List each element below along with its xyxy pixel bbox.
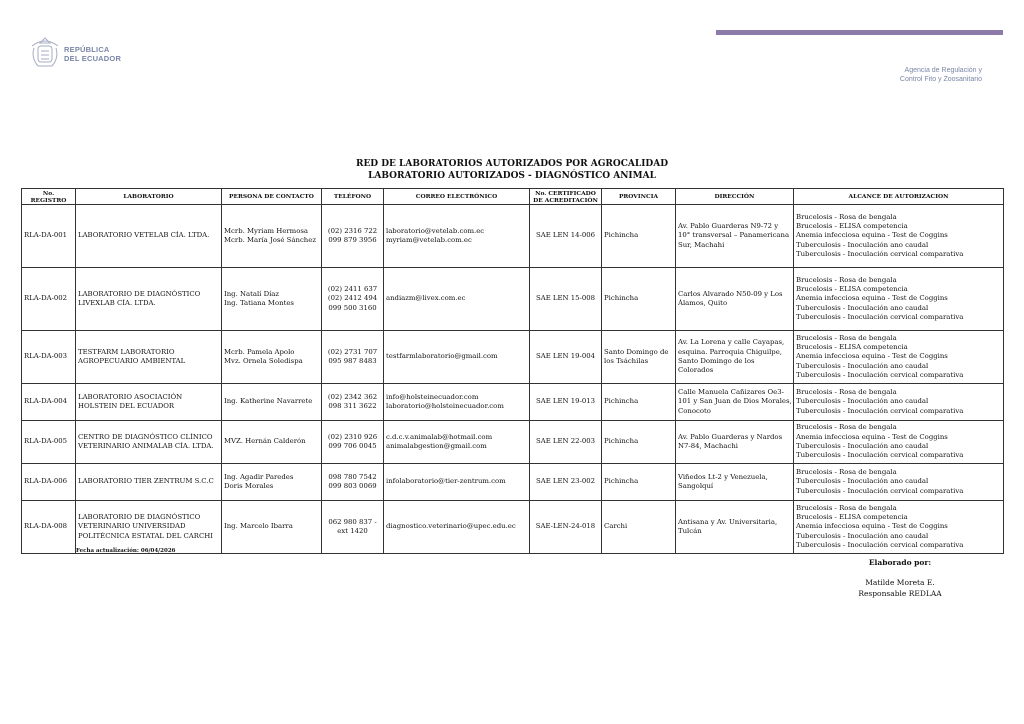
laboratorio-line: POLITÉCNICA ESTATAL DEL CARCHI — [78, 531, 213, 540]
table-row — [22, 464, 1004, 501]
provincia-line: Pichincha — [604, 294, 639, 303]
direccion-cell — [676, 205, 794, 268]
laboratorio-cell — [76, 501, 222, 554]
provincia-line: Carchi — [604, 522, 628, 531]
correo-line: testfarmlaboratorio@gmail.com — [386, 352, 498, 361]
provincia-cell — [602, 205, 676, 268]
title-main: RED DE LABORATORIOS AUTORIZADOS POR AGROCALIDAD — [355, 159, 669, 169]
correo-cell — [384, 464, 530, 501]
alcance-line: Tuberculosis - Inoculación ano caudal — [796, 240, 929, 249]
contacto-cell — [222, 384, 322, 421]
direccion-line: Santo Domingo de los — [678, 357, 755, 365]
direccion-line: Av. La Lorena y calle Cayapas, — [678, 338, 785, 347]
column-header: DIRECCIÓN — [676, 189, 794, 205]
alcance-line: Anemia infecciosa equina - Test de Coggins — [796, 231, 948, 240]
telefono-line: (02) 2411 637 — [327, 285, 378, 294]
telefono-line: 098 311 3622 — [328, 402, 377, 410]
update-date: Fecha actualización: 06/04/2026 — [76, 548, 176, 554]
certificado-cell: SAE LEN 19-013 — [530, 384, 602, 421]
direccion-line: Calle Manuela Cañizares Oe3- — [678, 388, 784, 397]
telefono-cell — [322, 501, 384, 554]
alcance-line: Tuberculosis - Inoculación ano caudal — [796, 477, 929, 486]
contacto-line: Mvz. Ornela Soledispa — [224, 357, 303, 365]
telefono-cell — [322, 464, 384, 501]
table-row — [22, 501, 1004, 554]
coat-of-arms-icon — [28, 34, 62, 74]
telefono-line: 099 706 0045 — [328, 442, 377, 450]
alcance-line: Anemia infecciosa equina - Test de Coggins — [796, 294, 948, 303]
provincia-line: Pichincha — [604, 437, 639, 446]
table-body — [22, 205, 1004, 554]
provincia-line: Santo Domingo de — [604, 347, 669, 356]
contacto-line: Ing. Natalí Díaz — [224, 289, 280, 298]
alcance-line: Anemia infecciosa equina - Test de Coggins — [796, 352, 948, 361]
alcance-line: Anemia infecciosa equina - Test de Coggins — [796, 432, 948, 441]
contacto-cell — [222, 205, 322, 268]
contacto-cell — [222, 501, 322, 554]
column-header: LABORATORIO — [76, 189, 222, 205]
laboratorio-line: LIVEXLAB CÍA. LTDA. — [78, 299, 156, 307]
laboratorio-line: LABORATORIO VETELAB CÍA. LTDA. — [78, 231, 210, 240]
provincia-cell — [602, 421, 676, 464]
correo-line: animalabgestion@gmail.com — [386, 442, 487, 450]
table-row — [22, 205, 1004, 268]
contacto-line: Doris Morales — [224, 482, 274, 490]
alcance-line: Tuberculosis - Inoculación ano caudal — [796, 397, 929, 406]
contacto-cell — [222, 421, 322, 464]
alcance-cell — [794, 384, 1004, 421]
telefono-line: ext 1420 — [337, 527, 368, 535]
column-header: PERSONA DE CONTACTO — [222, 189, 322, 205]
alcance-line: Tuberculosis - Inoculación cervical comparativa — [796, 406, 964, 415]
direccion-line: 101 y San Juan de Dios Morales, — [678, 397, 792, 406]
telefono-cell — [322, 421, 384, 464]
direccion-line: esquina. Parroquia Chiguilpe, — [678, 347, 782, 356]
alcance-line: Tuberculosis - Inoculación cervical comparativa — [796, 486, 964, 495]
direccion-line: Conocoto — [678, 406, 711, 415]
agency-name — [900, 66, 982, 84]
contacto-cell — [222, 331, 322, 384]
direccion-line: Sur, Machahi — [678, 240, 725, 249]
certificado-cell: SAE LEN 19-004 — [530, 331, 602, 384]
provincia-line: Pichincha — [604, 477, 639, 486]
elaborado-label: Elaborado por: — [868, 558, 932, 567]
telefono-line: 062 980 837 - — [328, 517, 377, 526]
contacto-line: Mcrb. María José Sánchez — [224, 236, 316, 244]
column-header: No. REGISTRO — [22, 189, 76, 205]
telefono-line: (02) 2412 494 — [327, 294, 378, 303]
agency-line-2: Control Fito y Zoosanitario — [899, 76, 982, 83]
laboratorio-cell — [76, 384, 222, 421]
laboratorio-cell — [76, 205, 222, 268]
provincia-line: Pichincha — [604, 231, 639, 240]
alcance-line: Anemia infecciosa equina - Test de Coggins — [796, 522, 948, 531]
column-header: TELÉFONO — [322, 189, 384, 205]
registro-cell: RLA-DA-001 — [22, 205, 76, 268]
telefono-line: 098 780 7542 — [328, 472, 377, 481]
alcance-line: Brucelosis - Rosa de bengala — [796, 275, 897, 284]
alcance-line: Tuberculosis - Inoculación cervical comparativa — [796, 312, 964, 321]
title-sub: LABORATORIO AUTORIZADOS - DIAGNÓSTICO ANIMAL — [368, 171, 656, 181]
correo-cell — [384, 421, 530, 464]
telefono-line: 099 879 3956 — [328, 236, 377, 244]
correo-cell — [384, 205, 530, 268]
alcance-line: Tuberculosis - Inoculación cervical comparativa — [796, 451, 964, 460]
direccion-line: Av. Pablo Guarderas y Nardos — [678, 432, 783, 441]
certificado-cell: SAE-LEN-24-018 — [530, 501, 602, 554]
registro-cell: RLA-DA-003 — [22, 331, 76, 384]
registro-cell: RLA-DA-004 — [22, 384, 76, 421]
alcance-line: Tuberculosis - Inoculación cervical comparativa — [796, 540, 964, 549]
elaborado-name: Matilde Moreta E. — [865, 578, 935, 587]
column-header: No. CERTIFICADO DE ACREDITACIÓN — [530, 189, 602, 205]
certificado-cell: SAE LEN 15-008 — [530, 268, 602, 331]
signature-block — [850, 558, 950, 599]
laboratorio-cell — [76, 331, 222, 384]
laboratorio-line: AGROPECUARIO AMBIENTAL — [78, 357, 186, 365]
correo-line: andiazm@livex.com.ec — [386, 294, 466, 303]
provincia-cell — [602, 464, 676, 501]
contacto-cell — [222, 268, 322, 331]
elaborado-role: Responsable REDLAA — [858, 589, 942, 598]
registro-cell: RLA-DA-002 — [22, 268, 76, 331]
alcance-cell — [794, 268, 1004, 331]
laboratorio-cell — [76, 464, 222, 501]
republica-logo — [28, 34, 148, 74]
correo-line: info@holsteinecuador.com — [386, 392, 479, 401]
alcance-line: Brucelosis - Rosa de bengala — [796, 212, 897, 221]
telefono-line: (02) 2731 707 — [327, 347, 378, 356]
direccion-cell — [676, 384, 794, 421]
provincia-cell — [602, 501, 676, 554]
direccion-line: Carlos Alvarado N50-09 y Los — [678, 289, 783, 298]
direccion-line: 10° transversal – Panamericana — [678, 231, 790, 240]
laboratorio-line: LABORATORIO TIER ZENTRUM S.C.C — [78, 477, 214, 486]
alcance-line: Tuberculosis - Inoculación cervical comparativa — [796, 249, 964, 258]
telefono-line: 099 803 0069 — [328, 482, 377, 490]
correo-line: laboratorio@vetelab.com.ec — [386, 226, 485, 235]
alcance-cell — [794, 331, 1004, 384]
alcance-line: Tuberculosis - Inoculación ano caudal — [796, 531, 929, 540]
laboratorio-line: LABORATORIO ASOCIACIÓN — [78, 392, 183, 401]
alcance-line: Brucelosis - Rosa de bengala — [796, 468, 897, 477]
table-row — [22, 421, 1004, 464]
column-header: PROVINCIA — [602, 189, 676, 205]
table-row — [22, 384, 1004, 421]
direccion-cell — [676, 421, 794, 464]
contacto-line: Ing. Marcelo Ibarra — [224, 522, 293, 531]
telefono-line: 099 500 3160 — [328, 303, 377, 312]
direccion-line: Tulcán — [678, 527, 702, 535]
alcance-line: Brucelosis - ELISA competencia — [796, 222, 908, 231]
contacto-cell — [222, 464, 322, 501]
contacto-line: Mcrb. Pamela Apolo — [224, 347, 295, 356]
alcance-line: Tuberculosis - Inoculación ano caudal — [796, 303, 929, 312]
laboratorio-line: VETERINARIO UNIVERSIDAD — [78, 522, 186, 531]
header-accent-bar — [716, 30, 1003, 35]
provincia-cell — [602, 384, 676, 421]
telefono-line: (02) 2316 722 — [327, 226, 378, 235]
registro-cell: RLA-DA-005 — [22, 421, 76, 464]
contacto-line: Ing. Agadir Paredes — [224, 472, 294, 481]
telefono-cell — [322, 268, 384, 331]
logo-line-1: REPÚBLICA — [64, 45, 110, 54]
certificado-cell: SAE LEN 14-006 — [530, 205, 602, 268]
correo-line: laboratorio@holsteinecuador.com — [386, 402, 504, 410]
direccion-cell — [676, 268, 794, 331]
correo-line: diagnostico.veterinario@upec.edu.ec — [386, 522, 516, 531]
alcance-cell — [794, 464, 1004, 501]
direccion-line: N7-84, Machachi — [678, 442, 738, 450]
correo-cell — [384, 331, 530, 384]
correo-cell — [384, 501, 530, 554]
correo-line: c.d.c.v.animalab@hotmail.com — [386, 432, 493, 441]
alcance-line: Tuberculosis - Inoculación ano caudal — [796, 442, 929, 450]
certificado-cell: SAE LEN 22-003 — [530, 421, 602, 464]
telefono-line: 095 987 8483 — [328, 357, 377, 365]
alcance-line: Brucelosis - ELISA competencia — [796, 513, 908, 522]
laboratorio-line: VETERINARIO ANIMALAB CÍA. LTDA. — [78, 442, 214, 450]
contacto-line: Mcrb. Myriam Hermosa — [224, 226, 308, 235]
alcance-line: Tuberculosis - Inoculación ano caudal — [796, 361, 929, 370]
direccion-line: Sangolquí — [678, 482, 714, 490]
table-header-row — [22, 189, 1004, 205]
contacto-line: MVZ. Hernán Calderón — [224, 437, 306, 446]
direccion-cell — [676, 464, 794, 501]
alcance-cell — [794, 501, 1004, 554]
alcance-line: Brucelosis - ELISA competencia — [796, 285, 908, 294]
alcance-line: Brucelosis - ELISA competencia — [796, 343, 908, 352]
direccion-line: Av. Pablo Guarderas N9-72 y — [678, 222, 779, 231]
contacto-line: Ing. Katherine Navarrete — [224, 397, 313, 406]
correo-cell — [384, 268, 530, 331]
correo-cell — [384, 384, 530, 421]
column-header: ALCANCE DE AUTORIZACION — [794, 189, 1004, 205]
alcance-line: Brucelosis - Rosa de bengala — [796, 423, 897, 432]
alcance-line: Brucelosis - Rosa de bengala — [796, 503, 897, 512]
registro-cell: RLA-DA-008 — [22, 501, 76, 554]
direccion-cell — [676, 501, 794, 554]
alcance-cell — [794, 205, 1004, 268]
provincia-cell — [602, 268, 676, 331]
provincia-cell — [602, 331, 676, 384]
telefono-line: (02) 2310 926 — [327, 432, 378, 441]
registro-cell: RLA-DA-006 — [22, 464, 76, 501]
column-header: CORREO ELECTRÓNICO — [384, 189, 530, 205]
correo-line: myriam@vetelab.com.ec — [386, 236, 472, 244]
telefono-cell — [322, 384, 384, 421]
provincia-line: Pichincha — [604, 397, 639, 406]
table-row — [22, 268, 1004, 331]
telefono-line: (02) 2342 362 — [327, 392, 378, 401]
correo-line: infolaboratorio@tier-zentrum.com — [386, 477, 506, 486]
direccion-line: Antisana y Av. Universitaria, — [678, 517, 778, 526]
direccion-line: Viñedos Lt-2 y Venezuela, — [678, 472, 768, 481]
laboratorio-cell — [76, 421, 222, 464]
contacto-line: Ing. Tatiana Montes — [224, 299, 294, 307]
telefono-cell — [322, 205, 384, 268]
laboratorio-line: TESTFARM LABORATORIO — [78, 347, 175, 356]
certificado-cell: SAE LEN 23-002 — [530, 464, 602, 501]
alcance-line: Brucelosis - Rosa de bengala — [796, 333, 897, 342]
laboratorio-line: LABORATORIO DE DIAGNÓSTICO — [78, 513, 201, 522]
direccion-cell — [676, 331, 794, 384]
laboratorio-line: HOLSTEIN DEL ECUADOR — [78, 402, 175, 410]
direccion-line: Colorados — [678, 366, 714, 375]
alcance-line: Brucelosis - Rosa de bengala — [796, 388, 897, 397]
telefono-cell — [322, 331, 384, 384]
laboratorio-cell — [76, 268, 222, 331]
laboratorio-line: LABORATORIO DE DIAGNÓSTICO — [78, 289, 201, 298]
laboratories-table — [21, 188, 1004, 554]
laboratorio-line: CENTRO DE DIAGNÓSTICO CLÍNICO — [78, 432, 213, 441]
provincia-line: los Tsáchilas — [604, 357, 649, 365]
alcance-line: Tuberculosis - Inoculación cervical comparativa — [796, 370, 964, 379]
direccion-line: Álamos, Quito — [678, 299, 728, 307]
table-row — [22, 331, 1004, 384]
alcance-cell — [794, 421, 1004, 464]
agency-line-1: Agencia de Regulación y — [904, 67, 982, 74]
document-titles — [0, 158, 1024, 182]
logo-line-2: DEL ECUADOR — [64, 54, 122, 63]
